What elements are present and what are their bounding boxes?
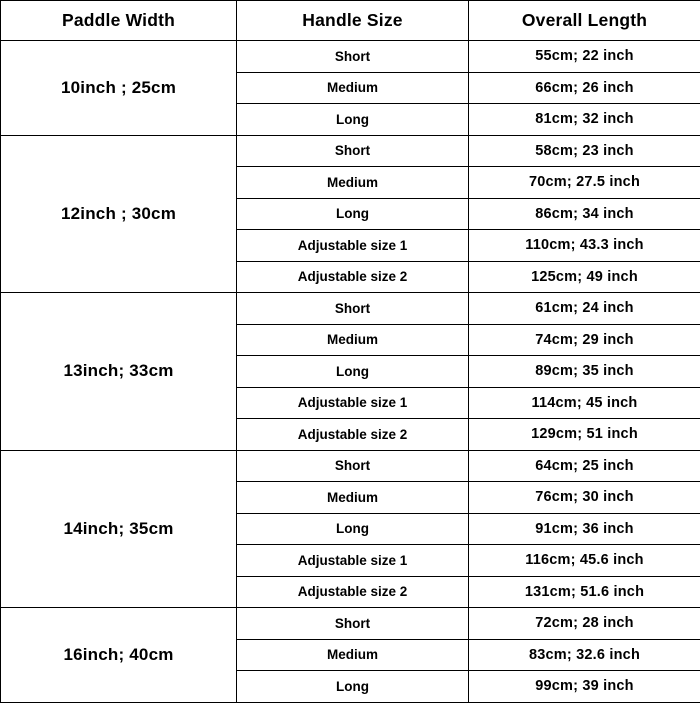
handle-size-cell: Adjustable size 2	[237, 261, 469, 293]
handle-size-cell: Long	[237, 356, 469, 388]
handle-size-cell: Short	[237, 135, 469, 167]
overall-length-cell: 76cm; 30 inch	[469, 482, 700, 514]
handle-size-cell: Short	[237, 293, 469, 325]
header-handle-size: Handle Size	[237, 1, 469, 41]
handle-size-cell: Long	[237, 513, 469, 545]
table-row	[1, 293, 700, 325]
overall-length-cell: 74cm; 29 inch	[469, 324, 700, 356]
paddle-width-cell: 13inch; 33cm	[1, 293, 237, 451]
table-row	[1, 41, 700, 73]
overall-length-cell: 83cm; 32.6 inch	[469, 639, 700, 671]
header-paddle-width: Paddle Width	[1, 1, 237, 41]
handle-size-cell: Adjustable size 1	[237, 230, 469, 262]
handle-size-cell: Long	[237, 198, 469, 230]
overall-length-cell: 64cm; 25 inch	[469, 450, 700, 482]
overall-length-cell: 72cm; 28 inch	[469, 608, 700, 640]
handle-size-cell: Short	[237, 41, 469, 73]
overall-length-cell: 131cm; 51.6 inch	[469, 576, 700, 608]
handle-size-cell: Short	[237, 450, 469, 482]
overall-length-cell: 81cm; 32 inch	[469, 104, 700, 136]
table-body	[1, 41, 700, 703]
handle-size-cell: Adjustable size 2	[237, 419, 469, 451]
overall-length-cell: 89cm; 35 inch	[469, 356, 700, 388]
overall-length-cell: 110cm; 43.3 inch	[469, 230, 700, 262]
paddle-width-cell: 16inch; 40cm	[1, 608, 237, 703]
overall-length-cell: 66cm; 26 inch	[469, 72, 700, 104]
header-overall-length: Overall Length	[469, 1, 700, 41]
table-row	[1, 450, 700, 482]
overall-length-cell: 114cm; 45 inch	[469, 387, 700, 419]
handle-size-cell: Medium	[237, 167, 469, 199]
handle-size-cell: Short	[237, 608, 469, 640]
overall-length-cell: 116cm; 45.6 inch	[469, 545, 700, 577]
header-row	[1, 1, 700, 41]
overall-length-cell: 125cm; 49 inch	[469, 261, 700, 293]
overall-length-cell: 55cm; 22 inch	[469, 41, 700, 73]
overall-length-cell: 99cm; 39 inch	[469, 671, 700, 703]
overall-length-cell: 58cm; 23 inch	[469, 135, 700, 167]
handle-size-cell: Medium	[237, 639, 469, 671]
paddle-width-cell: 14inch; 35cm	[1, 450, 237, 608]
paddle-width-cell: 12inch ; 30cm	[1, 135, 237, 293]
handle-size-cell: Medium	[237, 72, 469, 104]
table-row	[1, 135, 700, 167]
table-row	[1, 608, 700, 640]
paddle-width-cell: 10inch ; 25cm	[1, 41, 237, 136]
handle-size-cell: Adjustable size 1	[237, 545, 469, 577]
overall-length-cell: 129cm; 51 inch	[469, 419, 700, 451]
handle-size-cell: Medium	[237, 324, 469, 356]
overall-length-cell: 61cm; 24 inch	[469, 293, 700, 325]
overall-length-cell: 70cm; 27.5 inch	[469, 167, 700, 199]
table-header	[1, 1, 700, 41]
handle-size-cell: Medium	[237, 482, 469, 514]
handle-size-cell: Long	[237, 671, 469, 703]
handle-size-cell: Adjustable size 2	[237, 576, 469, 608]
overall-length-cell: 91cm; 36 inch	[469, 513, 700, 545]
overall-length-cell: 86cm; 34 inch	[469, 198, 700, 230]
handle-size-cell: Adjustable size 1	[237, 387, 469, 419]
handle-size-cell: Long	[237, 104, 469, 136]
